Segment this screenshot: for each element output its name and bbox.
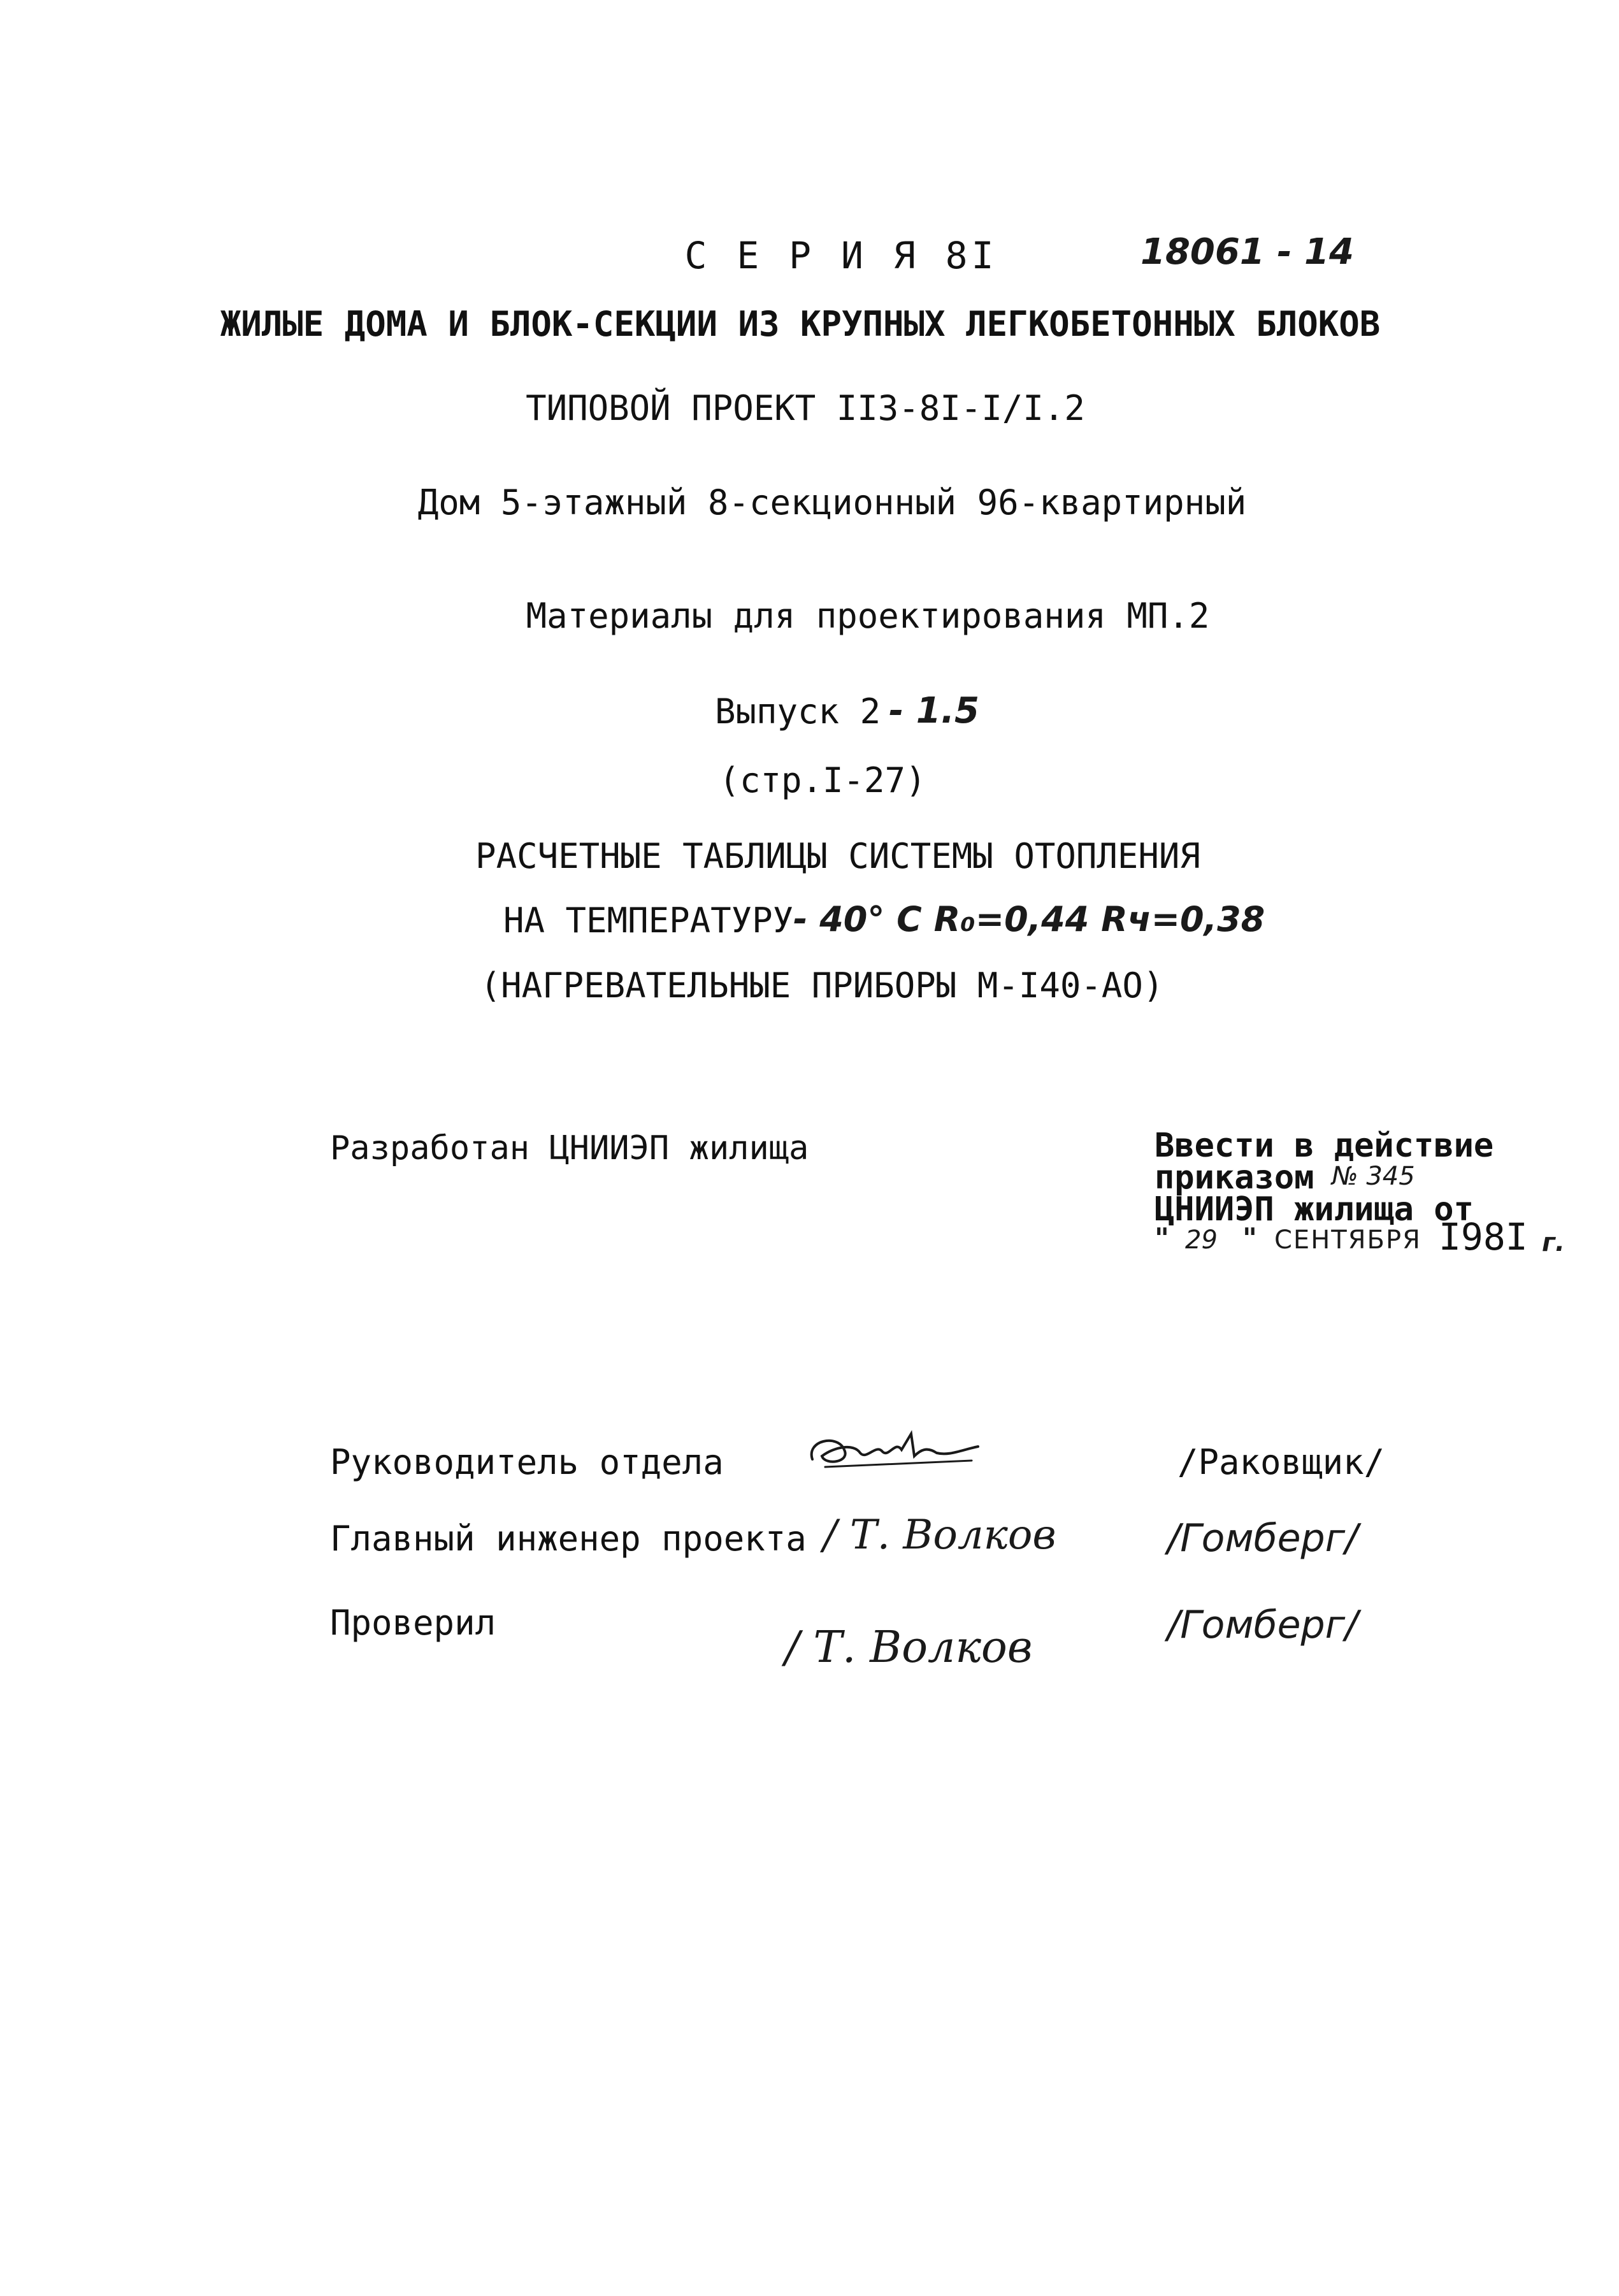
approval-line-3: ЦНИИЭП жилища от: [1155, 1190, 1474, 1229]
date-year-suffix: г.: [1542, 1228, 1565, 1257]
approval-line-2-label: приказом: [1155, 1159, 1314, 1197]
house-description: Дом 5-этажный 8-секционный 96-квартирный: [417, 482, 1247, 523]
issue-label: Выпуск 2: [715, 691, 881, 732]
issue-handwritten: - 1.5: [889, 690, 979, 732]
name-checked-by: /Гомберг/: [1167, 1603, 1358, 1647]
role-chief-engineer: Главный инженер проекта: [330, 1519, 807, 1559]
developer-label: Разработан ЦНИИЭП жилища: [330, 1129, 809, 1167]
date-month: СЕНТЯБРЯ: [1274, 1225, 1421, 1255]
approval-line-1: Ввести в действие: [1155, 1127, 1494, 1165]
signature-volkov-1: [817, 1498, 1072, 1568]
project-number: ТИПОВОЙ ПРОЕКТ II3-8I-I/I.2: [526, 388, 1085, 428]
page-range: (стр.I-27): [719, 760, 926, 800]
topic-line-3: (НАГРЕВАТЕЛЬНЫЕ ПРИБОРЫ М-I40-АО): [480, 965, 1164, 1006]
role-checked-by: Проверил: [330, 1603, 496, 1643]
name-chief-engineer: /Гомберг/: [1167, 1516, 1358, 1561]
series-title: С Е Р И Я 8I: [684, 234, 998, 277]
signature-underline: [825, 1461, 972, 1467]
topic-line-1: РАСЧЕТНЫЕ ТАБЛИЦЫ СИСТЕМЫ ОТОПЛЕНИЯ: [475, 836, 1200, 876]
date-year: I98I: [1439, 1215, 1528, 1259]
signature-stroke: [812, 1434, 978, 1462]
topic-line-2-label: НА ТЕМПЕРАТУРУ: [503, 900, 794, 941]
date-day: 29: [1185, 1225, 1218, 1255]
signature-volkov-2: [779, 1605, 1046, 1687]
signature-text: / Т. Волков: [785, 1622, 1033, 1673]
title-line: ЖИЛЫЕ ДОМА И БЛОК-СЕКЦИИ ИЗ КРУПНЫХ ЛЕГКОБЕТОННЫХ БЛОКОВ: [220, 304, 1381, 344]
materials-line: Материалы для проектирования МП.2: [526, 596, 1210, 636]
role-head-of-department: Руководитель отдела: [330, 1442, 724, 1482]
date-quote-close: ": [1242, 1222, 1257, 1255]
topic-line-2-handwritten: - 40° С R₀=0,44 Rч=0,38: [793, 899, 1265, 939]
name-head-of-department: /Раковщик/: [1177, 1442, 1385, 1482]
signature-text: / Т. Волков: [823, 1512, 1056, 1559]
signature-raskovshchik: [800, 1421, 991, 1478]
date-quote-open: ": [1155, 1222, 1169, 1255]
order-number: № 345: [1332, 1162, 1415, 1191]
handwritten-code: 18061 - 14: [1140, 231, 1354, 273]
